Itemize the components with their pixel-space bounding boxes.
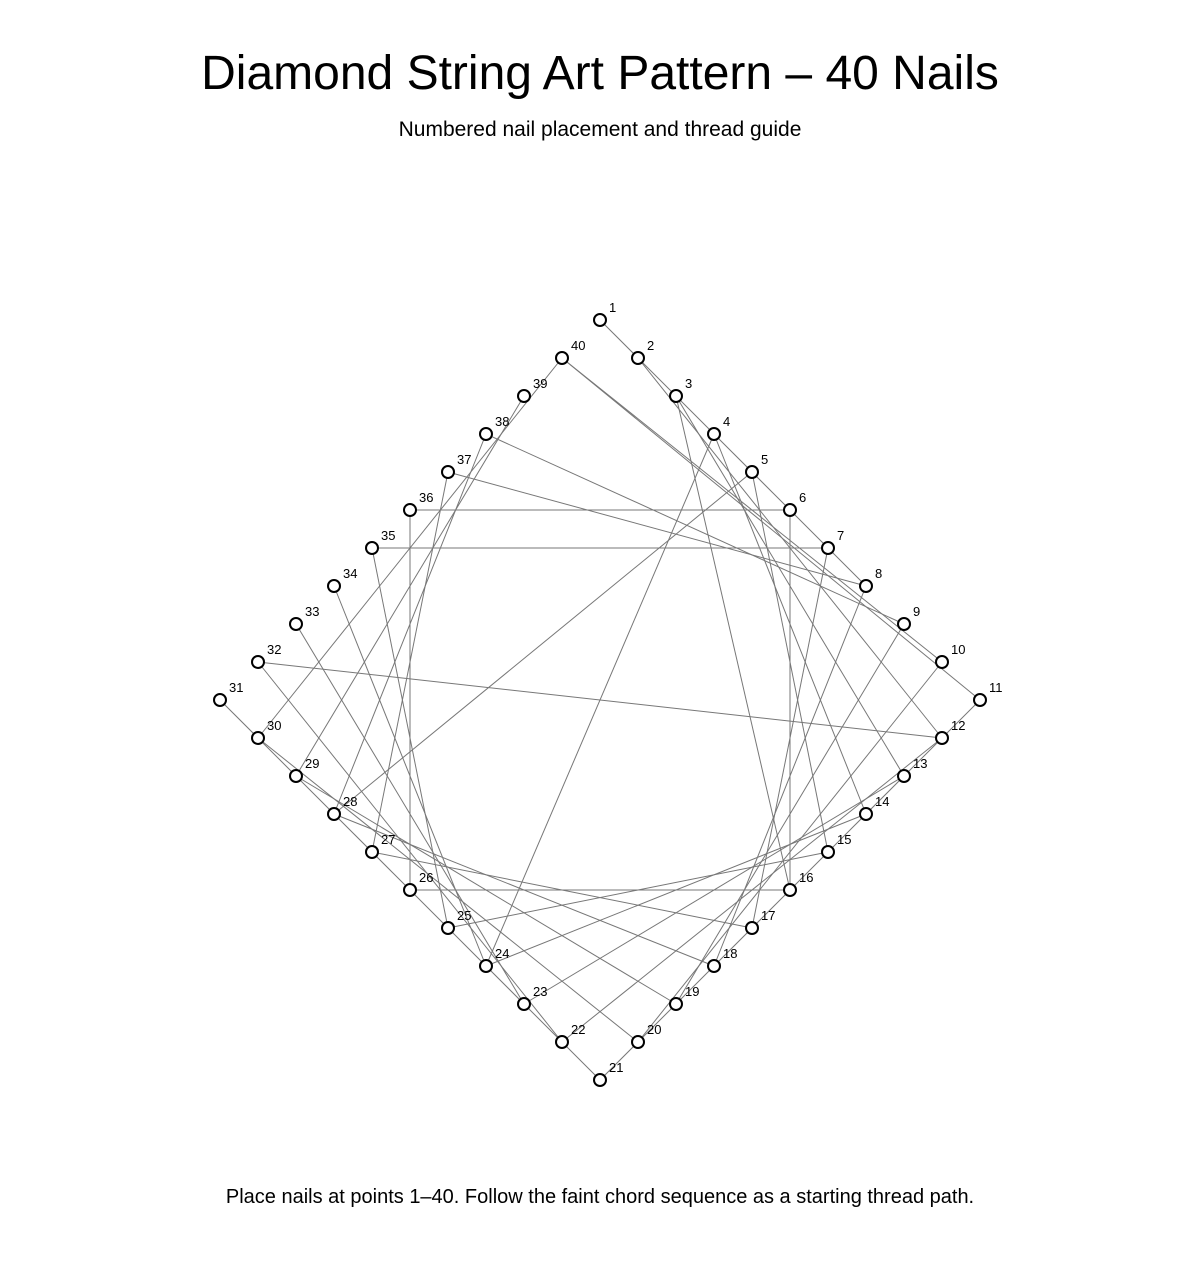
nail-marker [328, 580, 340, 592]
nail-18 [708, 946, 737, 972]
nail-label: 25 [457, 908, 472, 923]
nail-marker [632, 1036, 644, 1048]
nail-13 [898, 756, 927, 782]
nail-label: 5 [761, 452, 769, 467]
nail-label: 34 [343, 566, 358, 581]
nail-points [214, 300, 1003, 1086]
nail-marker [366, 846, 378, 858]
nail-label: 9 [913, 604, 921, 619]
nail-29 [290, 756, 319, 782]
nail-marker [556, 352, 568, 364]
nail-label: 38 [495, 414, 510, 429]
nail-40 [556, 338, 585, 364]
nail-marker [366, 542, 378, 554]
nail-1 [594, 300, 616, 326]
nail-marker [594, 1074, 606, 1086]
thread-chord-5-28 [334, 472, 752, 814]
nail-label: 36 [419, 490, 434, 505]
nail-2 [632, 338, 654, 364]
nail-marker [670, 998, 682, 1010]
nail-label: 4 [723, 414, 731, 429]
nail-35 [366, 528, 395, 554]
nail-marker [404, 504, 416, 516]
nail-marker [442, 466, 454, 478]
nail-label: 28 [343, 794, 358, 809]
nail-label: 21 [609, 1060, 624, 1075]
nail-marker [708, 428, 720, 440]
nail-marker [290, 618, 302, 630]
nail-label: 27 [381, 832, 396, 847]
nail-label: 15 [837, 832, 852, 847]
nail-9 [898, 604, 920, 630]
nail-3 [670, 376, 692, 402]
nail-label: 20 [647, 1022, 662, 1037]
nail-marker [290, 770, 302, 782]
nail-20 [632, 1022, 661, 1048]
nail-label: 13 [913, 756, 928, 771]
nail-label: 26 [419, 870, 434, 885]
nail-marker [708, 960, 720, 972]
nail-30 [252, 718, 281, 744]
nail-38 [480, 414, 509, 440]
nail-label: 31 [229, 680, 244, 695]
nail-label: 19 [685, 984, 700, 999]
nail-11 [974, 680, 1003, 706]
nail-marker [480, 428, 492, 440]
nail-label: 14 [875, 794, 890, 809]
nail-marker [214, 694, 226, 706]
nail-marker [252, 656, 264, 668]
nail-39 [518, 376, 547, 402]
nail-marker [442, 922, 454, 934]
nail-marker [670, 390, 682, 402]
nail-marker [518, 998, 530, 1010]
nail-31 [214, 680, 243, 706]
nail-6 [784, 490, 806, 516]
nail-marker [784, 504, 796, 516]
nail-label: 32 [267, 642, 282, 657]
nail-label: 2 [647, 338, 655, 353]
nail-12 [936, 718, 965, 744]
thread-chord-12-32 [258, 662, 942, 738]
nail-label: 6 [799, 490, 807, 505]
nail-22 [556, 1022, 585, 1048]
nail-marker [746, 922, 758, 934]
nail-label: 23 [533, 984, 548, 999]
nail-marker [974, 694, 986, 706]
nail-label: 29 [305, 756, 320, 771]
nail-8 [860, 566, 882, 592]
nail-34 [328, 566, 357, 592]
nail-26 [404, 870, 433, 896]
nail-14 [860, 794, 889, 820]
nail-label: 1 [609, 300, 617, 315]
nail-label: 30 [267, 718, 282, 733]
nail-marker [556, 1036, 568, 1048]
nail-marker [822, 846, 834, 858]
nail-marker [898, 770, 910, 782]
thread-chords [220, 320, 980, 1080]
thread-chord-11-40 [562, 358, 980, 700]
nail-label: 17 [761, 908, 776, 923]
nail-label: 8 [875, 566, 883, 581]
nail-24 [480, 946, 509, 972]
nail-label: 22 [571, 1022, 586, 1037]
nail-label: 16 [799, 870, 814, 885]
nail-label: 11 [989, 680, 1003, 695]
nail-marker [936, 732, 948, 744]
nail-33 [290, 604, 319, 630]
nail-label: 35 [381, 528, 396, 543]
nail-marker [328, 808, 340, 820]
nail-marker [518, 390, 530, 402]
nail-21 [594, 1060, 623, 1086]
nail-label: 37 [457, 452, 472, 467]
nail-marker [594, 314, 606, 326]
nail-4 [708, 414, 730, 440]
nail-marker [784, 884, 796, 896]
nail-label: 24 [495, 946, 510, 961]
nail-label: 39 [533, 376, 548, 391]
nail-label: 33 [305, 604, 320, 619]
nail-marker [746, 466, 758, 478]
nail-5 [746, 452, 768, 478]
nail-10 [936, 642, 965, 668]
nail-label: 18 [723, 946, 738, 961]
instructions-footer: Place nails at points 1–40. Follow the faint chord sequence as a starting thread path. [225, 1186, 975, 1208]
nail-label: 12 [951, 718, 966, 733]
nail-marker [252, 732, 264, 744]
nail-label: 40 [571, 338, 586, 353]
nail-marker [860, 808, 872, 820]
page-title: Diamond String Art Pattern – 40 Nails [201, 47, 999, 100]
nail-marker [898, 618, 910, 630]
nail-36 [404, 490, 433, 516]
page-subtitle: Numbered nail placement and thread guide [398, 118, 802, 141]
nail-7 [822, 528, 844, 554]
nail-marker [404, 884, 416, 896]
thread-chord-3-16 [676, 396, 790, 890]
nail-marker [822, 542, 834, 554]
nail-label: 7 [837, 528, 845, 543]
nail-marker [480, 960, 492, 972]
nail-label: 3 [685, 376, 693, 391]
nail-marker [860, 580, 872, 592]
nail-17 [746, 908, 775, 934]
nail-marker [632, 352, 644, 364]
nail-label: 10 [951, 642, 966, 657]
nail-marker [936, 656, 948, 668]
